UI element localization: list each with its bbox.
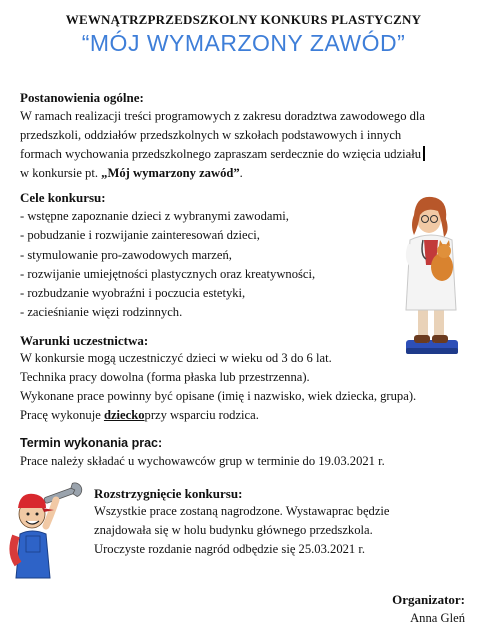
list-item: - zacieśnianie więzi rodzinnych. (20, 305, 183, 320)
results-heading: Rozstrzygnięcie konkursu: (94, 486, 243, 501)
organizer-name: Anna Gleń (410, 611, 465, 625)
general-line: W ramach realizacji treści programowych z zakresu doradztwa zawodowego dla (20, 109, 426, 123)
mechanic-cartoon-image (6, 478, 86, 588)
conditions-line: W konkursie mogą uczestniczyć dzieci w wieku od 3 do 6 lat. (20, 351, 332, 365)
organizer-heading: Organizator: (392, 592, 465, 607)
list-item: - rozwijanie umiejętności plastycznych oraz kreatywności, (20, 266, 316, 281)
list-item: - stymulowanie pro-zawodowych marzeń, (20, 247, 232, 262)
deadline-text: Prace należy składać u wychowawców grup w terminie do 19.03.2021 r. (20, 454, 385, 468)
list-item: - pobudzanie i rozwijanie zainteresowań dzieci, (20, 228, 260, 243)
conditions-heading: Warunki uczestnictwa: (20, 333, 149, 348)
list-item: - wstępne zapoznanie dzieci z wybranymi zawodami, (20, 209, 289, 223)
text-cursor (423, 146, 425, 161)
general-line: przedszkoli, oddziałów przedszkolnych w szkołach podstawowych i innych (20, 128, 402, 142)
goals-heading: Cele konkursu: (20, 190, 106, 205)
results-text (94, 502, 390, 559)
conditions-line: Technika pracy dowolna (forma płaska lub przestrzenna). (20, 370, 310, 384)
conditions-text (20, 349, 416, 425)
goals-list (20, 207, 315, 323)
results-line: Uroczyste rozdanie nagród odbędzie się 25.03.2021 r. (94, 542, 366, 556)
top-title: WEWNĄTRZPRZEDSZKOLNY KONKURS PLASTYCZNY (65, 12, 422, 27)
contest-name: „Mój wymarzony zawód” (101, 166, 240, 180)
results-line: Wszystkie prace zostaną nagrodzone. Wystawaprac będzie (94, 504, 390, 518)
general-text (20, 107, 425, 183)
conditions-line: Pracę wykonuje dzieckoprzy wsparciu rodzica. (20, 408, 259, 422)
child-word: dziecko (103, 408, 145, 422)
list-item: - rozbudzanie wyobraźni i poczucia estetyki, (20, 286, 246, 301)
contest-title: “MÓJ WYMARZONY ZAWÓD” (81, 30, 406, 56)
general-line: formach wychowania przedszkolnego zapraszam serdecznie do wzięcia udziału (20, 145, 425, 164)
conditions-line: Wykonane prace powinny być opisane (imię i nazwisko, wiek dziecka, grupa). (20, 389, 417, 403)
general-line: w konkursie pt. „Mój wymarzony zawód”. (20, 166, 243, 180)
veterinarian-figurine-image (396, 185, 466, 360)
general-heading: Postanowienia ogólne: (20, 90, 144, 105)
results-line: znajdowała się w holu budynku głównego przedszkola. (94, 523, 373, 537)
deadline-heading: Termin wykonania prac: (20, 436, 163, 450)
